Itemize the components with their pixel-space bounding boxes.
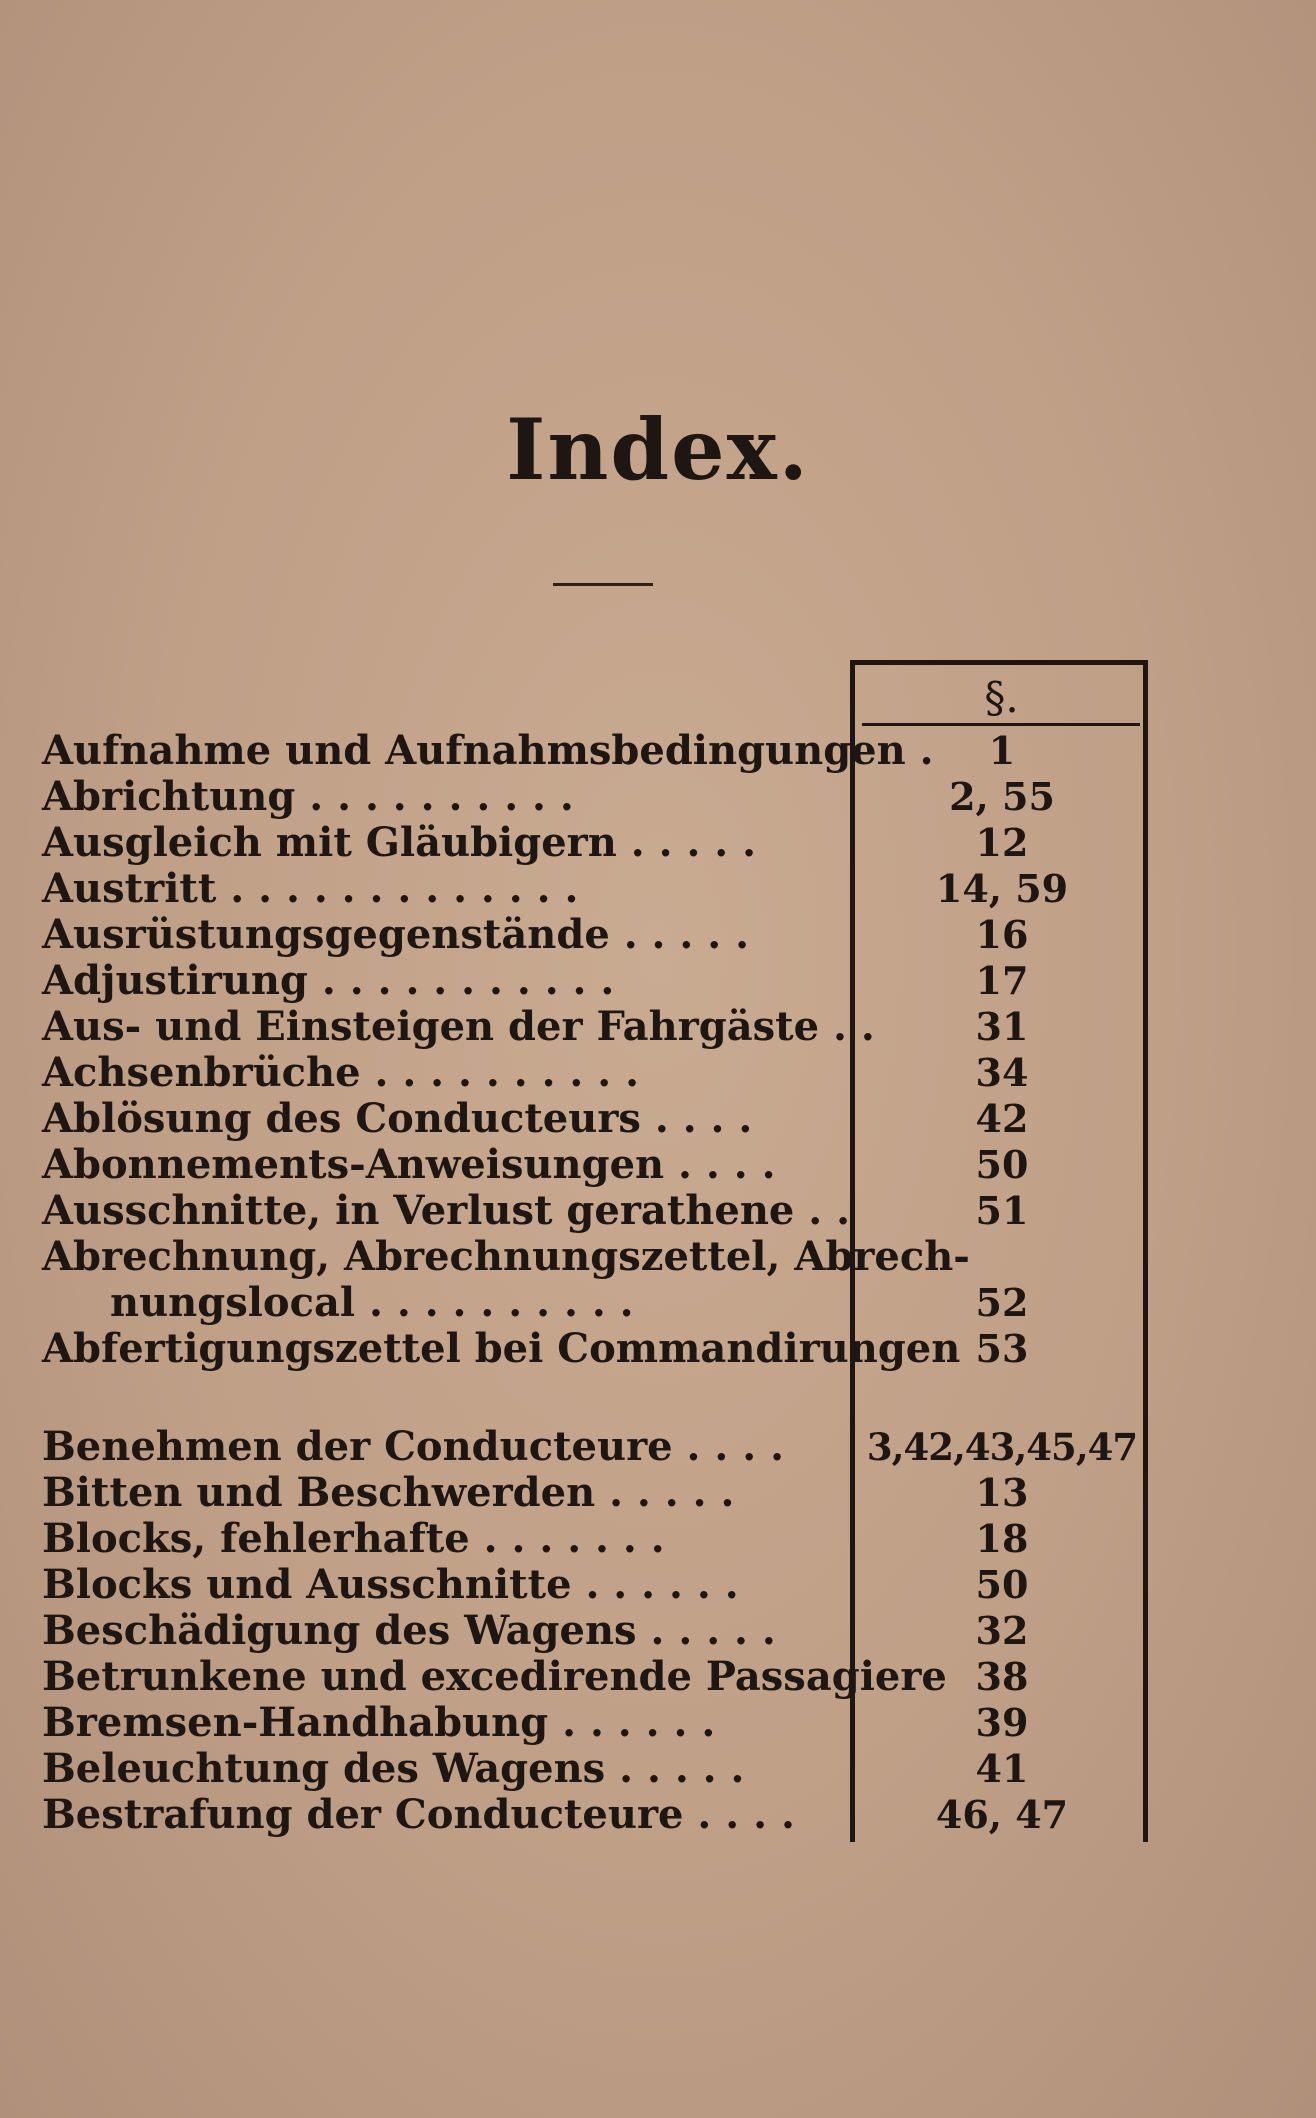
index-entry <box>42 1142 1142 1188</box>
index-section-number: 42 <box>975 1096 1029 1141</box>
index-entry <box>42 1096 1142 1142</box>
index-section-number: 38 <box>975 1654 1029 1699</box>
index-term: Betrunkene und excedirende Passagiere <box>42 1653 947 1700</box>
section-column-header: §. <box>984 673 1019 722</box>
index-term: Ablösung des Conducteurs . . . . <box>42 1095 753 1142</box>
index-entry <box>42 1608 1142 1654</box>
section-column-header-rule <box>862 723 1140 726</box>
index-term: Adjustirung . . . . . . . . . . . <box>42 957 615 1004</box>
index-section-number: 52 <box>975 1280 1029 1325</box>
index-section-number: 50 <box>975 1142 1029 1187</box>
index-section-number: 53 <box>975 1326 1029 1371</box>
index-term: Blocks, fehlerhafte . . . . . . . <box>42 1515 665 1562</box>
index-entry <box>42 1424 1142 1470</box>
index-term: Ausrüstungsgegenstände . . . . . <box>42 911 750 958</box>
index-entry <box>42 1470 1142 1516</box>
index-entry <box>42 1562 1142 1608</box>
index-section-number: 17 <box>975 958 1029 1003</box>
index-term-continuation: nungslocal . . . . . . . . . . <box>110 1279 634 1326</box>
index-term: Ausschnitte, in Verlust gerathene . . <box>42 1187 851 1234</box>
index-entry <box>42 1326 1142 1372</box>
index-term: Abrichtung . . . . . . . . . . <box>42 773 574 820</box>
index-section-number: 51 <box>975 1188 1029 1233</box>
index-entry <box>42 1654 1142 1700</box>
index-term: Aufnahme und Aufnahmsbedingungen . <box>42 727 934 774</box>
index-section-number: 14, 59 <box>935 866 1069 911</box>
index-term: Ausgleich mit Gläubigern . . . . . <box>42 819 757 866</box>
index-term: Beleuchtung des Wagens . . . . . <box>42 1745 745 1792</box>
index-term: Achsenbrüche . . . . . . . . . . <box>42 1049 640 1096</box>
index-section-number: 50 <box>975 1562 1029 1607</box>
index-entry <box>42 1280 1142 1326</box>
index-entry <box>42 1516 1142 1562</box>
index-section-number: 12 <box>975 820 1029 865</box>
index-section-number: 1 <box>988 728 1016 773</box>
index-entry <box>42 866 1142 912</box>
index-section-number: 46, 47 <box>935 1792 1069 1837</box>
index-term: Bitten und Beschwerden . . . . . <box>42 1469 735 1516</box>
index-section-number: 34 <box>975 1050 1029 1095</box>
index-entry <box>42 1188 1142 1234</box>
title-divider <box>553 583 653 586</box>
index-section-number: 16 <box>975 912 1029 957</box>
index-section-number: 41 <box>975 1746 1029 1791</box>
index-section-number: 2, 55 <box>949 774 1055 819</box>
page-title: Index. <box>506 400 810 499</box>
index-term: Aus- und Einsteigen der Fahrgäste . . <box>42 1003 875 1050</box>
index-term: Austritt . . . . . . . . . . . . . <box>42 865 579 912</box>
index-section-number: 13 <box>975 1470 1029 1515</box>
index-section-number: 31 <box>975 1004 1029 1049</box>
index-entry <box>42 1234 1142 1280</box>
index-term: Blocks und Ausschnitte . . . . . . <box>42 1561 739 1608</box>
index-term: Bremsen-Handhabung . . . . . . <box>42 1699 716 1746</box>
index-section-number <box>857 1234 1147 1280</box>
index-entry <box>42 1004 1142 1050</box>
index-term: Abonnements-Anweisungen . . . . <box>42 1141 776 1188</box>
index-entry <box>42 728 1142 774</box>
index-section-number: 3,42,43,45,47 <box>866 1425 1138 1469</box>
index-entry <box>42 1792 1142 1838</box>
index-entry <box>42 958 1142 1004</box>
index-term: Benehmen der Conducteure . . . . <box>42 1423 785 1470</box>
index-entry <box>42 912 1142 958</box>
index-term: Abfertigungszettel bei Commandirungen <box>42 1325 961 1372</box>
index-term: Beschädigung des Wagens . . . . . <box>42 1607 776 1654</box>
index-entry <box>42 1746 1142 1792</box>
index-entry <box>42 1050 1142 1096</box>
index-term: Abrechnung, Abrechnungszettel, Abrech- <box>42 1233 970 1280</box>
index-term: Bestrafung der Conducteure . . . . <box>42 1791 795 1838</box>
index-section-number: 39 <box>975 1700 1029 1745</box>
index-entry <box>42 820 1142 866</box>
index-entry <box>42 774 1142 820</box>
index-section-number: 32 <box>975 1608 1029 1653</box>
index-entry <box>42 1700 1142 1746</box>
index-section-number: 18 <box>975 1516 1029 1561</box>
